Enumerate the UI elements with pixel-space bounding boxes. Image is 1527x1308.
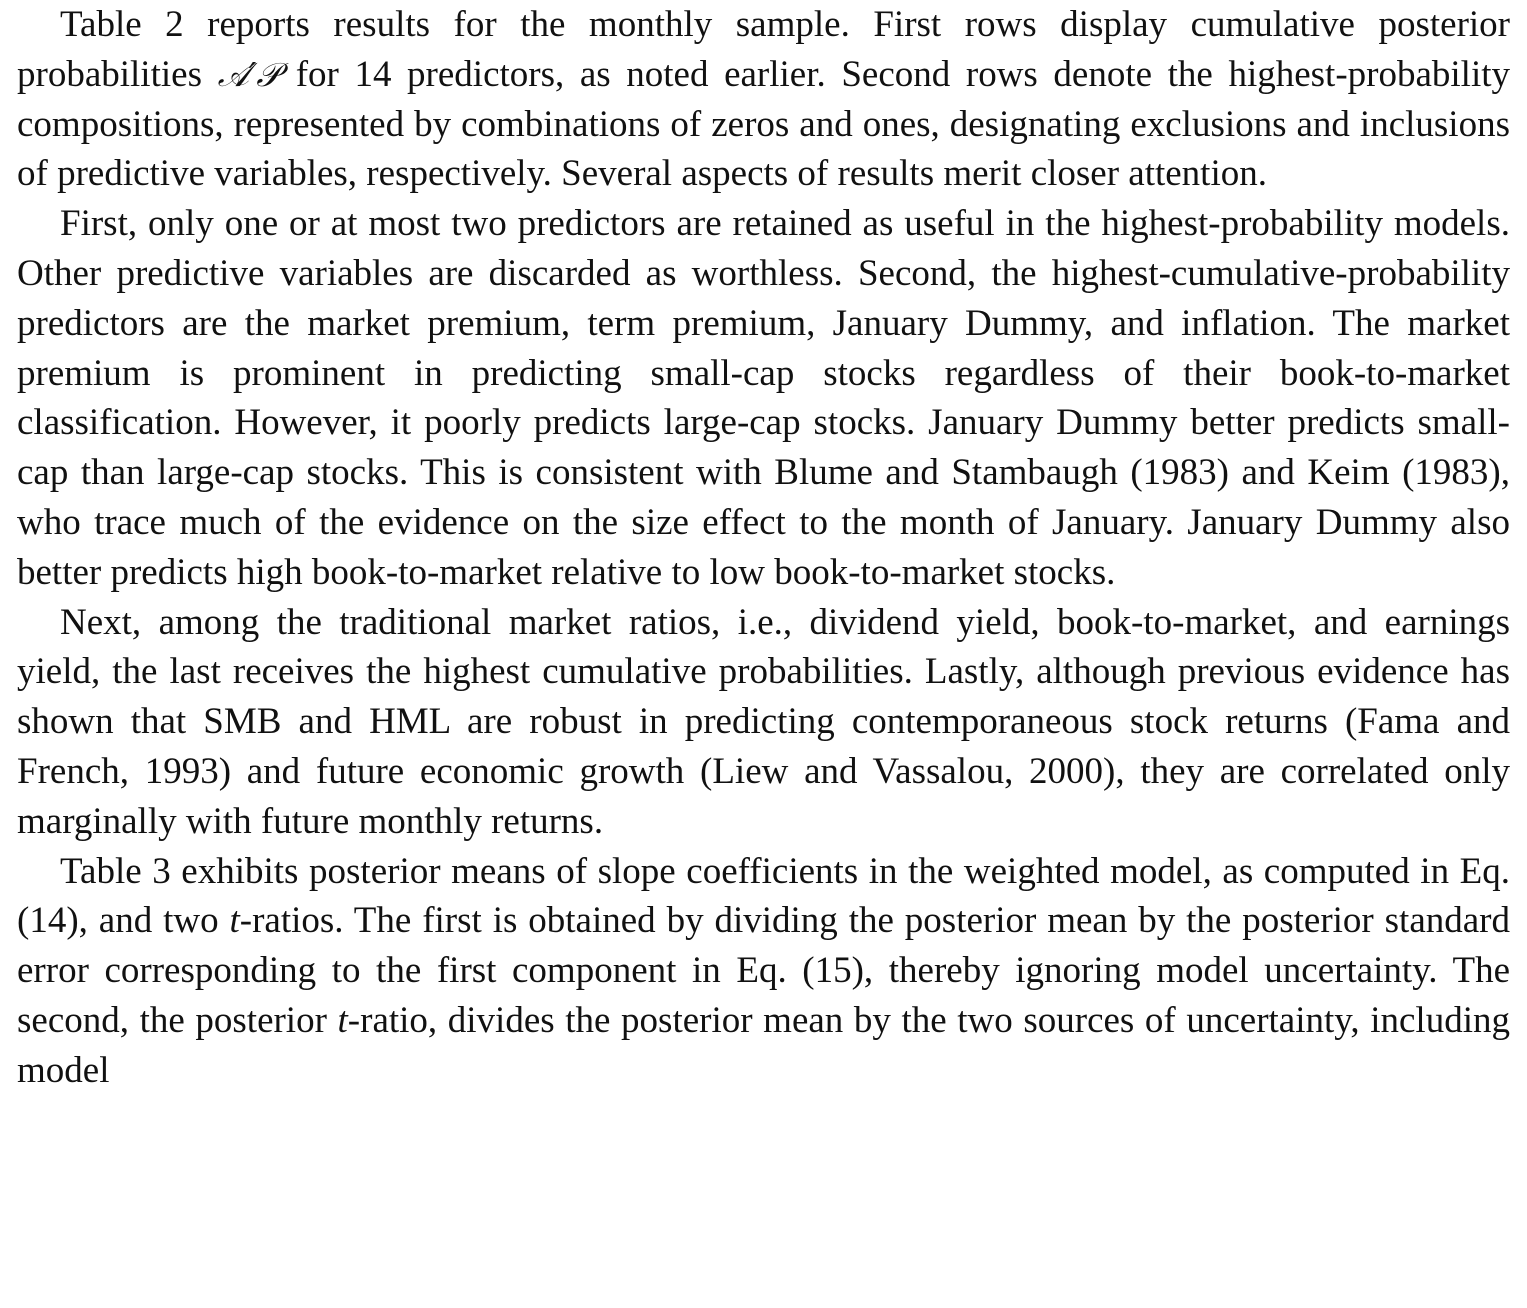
paragraph-3 bbox=[17, 598, 1510, 847]
paragraph-1-text-a: Table 2 reports results for the monthly sample. First rows display cumulative posterior probabilities bbox=[17, 4, 1510, 95]
italic-t-2: t bbox=[337, 999, 348, 1041]
paragraph-4-text-c: -ratio, divides the posterior mean by the two sources of uncertainty, including model bbox=[17, 999, 1510, 1091]
math-symbol-ap: 𝒜′𝒫 bbox=[217, 54, 281, 94]
italic-t-1: t bbox=[229, 900, 240, 942]
paragraph-3-text: Next, among the traditional market ratios, i.e., dividend yield, book-to-market, and earnings yield, the last receives the highest cumulative probabilities. Lastly, although previous evidence has shown that SMB and HML are robust in predicting contemporaneous stock returns (Fama and French, 1993) and future economic growth (Liew and Vassalou, 2000), they are correlated only marginally with future monthly returns. bbox=[17, 601, 1510, 842]
paragraph-2 bbox=[17, 199, 1510, 597]
paragraph-2-text: First, only one or at most two predictors are retained as useful in the highest-probability models. Other predictive variables are discarded as worthless. Second, the highest-cumulative-probability predictors are the market premium, term premium, January Dummy, and inflation. The market premium is prominent in predicting small-cap stocks regardless of their book-to-market classification. However, it poorly predicts large-cap stocks. January Dummy better predicts small-cap than large-cap stocks. This is consistent with Blume and Stambaugh (1983) and Keim (1983), who trace much of the evidence on the size effect to the month of January. January Dummy also better predicts high book-to-market relative to low book-to-market stocks. bbox=[17, 203, 1510, 593]
paragraph-1-text-b: for 14 predictors, as noted earlier. Second rows denote the highest-probability compositions, represented by combinations of zeros and ones, designating exclusions and inclusions of predictive variables, respectively. Several aspects of results merit closer attention. bbox=[17, 53, 1511, 195]
paragraph-1 bbox=[17, 0, 1510, 199]
paragraph-4-text-b: -ratios. The first is obtained by dividing the posterior mean by the posterior standard error corresponding to the first component in Eq. (15), thereby ignoring model uncertainty. The second, the posterior bbox=[17, 900, 1510, 1041]
paragraph-4 bbox=[17, 847, 1510, 1096]
paragraph-4-text-a: Table 3 exhibits posterior means of slope coefficients in the weighted model, as computed in Eq. (14), and two bbox=[17, 850, 1510, 942]
